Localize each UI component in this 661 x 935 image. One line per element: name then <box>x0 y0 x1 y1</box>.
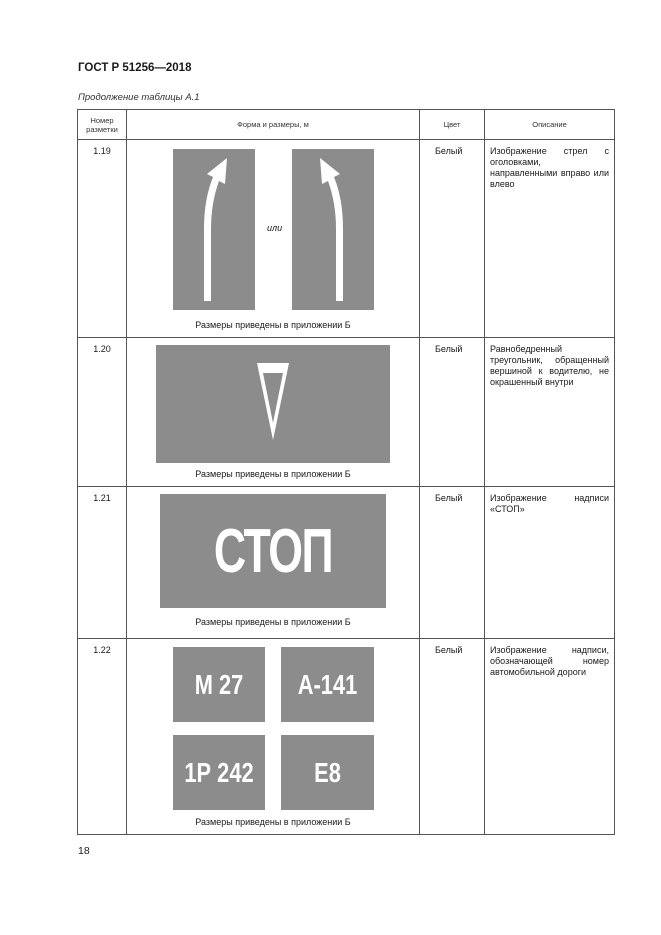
road-number-text: А-141 <box>297 668 358 700</box>
size-note: Размеры приведены в приложении Б <box>195 817 351 827</box>
arrow-left-sign <box>292 149 374 310</box>
table-row <box>78 140 615 338</box>
marking-description: Изображение стрел с оголовками, направленными вправо или влево <box>485 140 615 338</box>
arrow-left-icon <box>292 149 374 310</box>
marking-color: Белый <box>420 140 485 338</box>
triangle-icon <box>156 345 390 463</box>
or-label: или <box>267 223 283 233</box>
marking-color: Белый <box>420 487 485 639</box>
stop-text: СТОП <box>213 516 333 586</box>
marking-description: Изображение надписи, обозначающей номер автомобильной дороги <box>485 639 615 835</box>
road-number-text: Е8 <box>314 756 341 788</box>
column-header-color: Цвет <box>420 110 485 140</box>
table-header-row <box>78 110 615 140</box>
size-note: Размеры приведены в приложении Б <box>195 320 351 330</box>
marking-color: Белый <box>420 338 485 487</box>
marking-number: 1.20 <box>78 338 127 487</box>
yield-triangle-sign <box>156 345 390 463</box>
document-header: ГОСТ Р 51256—2018 <box>78 62 192 74</box>
marking-form-cell <box>127 639 420 835</box>
marking-number: 1.22 <box>78 639 127 835</box>
size-note: Размеры приведены в приложении Б <box>195 617 351 627</box>
road-number-text: М 27 <box>194 668 244 700</box>
table-row <box>78 338 615 487</box>
column-header-form: Форма и размеры, м <box>127 110 420 140</box>
road-number-sign <box>281 735 374 810</box>
arrow-right-sign <box>173 149 255 310</box>
road-number-text: 1Р 242 <box>184 756 254 788</box>
table-caption: Продолжение таблицы А.1 <box>78 92 200 103</box>
stop-sign <box>160 494 386 608</box>
table-row <box>78 639 615 835</box>
marking-number: 1.19 <box>78 140 127 338</box>
marking-form-cell <box>127 487 420 639</box>
column-header-description: Описание <box>485 110 615 140</box>
column-header-number: Номер разметки <box>78 110 127 140</box>
marking-description: Равнобедренный треугольник, обращенный вершиной к водителю, не окрашенный внутри <box>485 338 615 487</box>
marking-color: Белый <box>420 639 485 835</box>
size-note: Размеры приведены в приложении Б <box>195 469 351 479</box>
marking-form-cell <box>127 338 420 487</box>
marking-number: 1.21 <box>78 487 127 639</box>
table-row <box>78 487 615 639</box>
marking-description: Изображение надписи «СТОП» <box>485 487 615 639</box>
page-number: 18 <box>78 845 90 857</box>
road-number-sign <box>173 647 265 722</box>
marking-form-cell <box>127 140 420 338</box>
road-number-sign <box>281 647 374 722</box>
markings-table <box>77 109 615 835</box>
arrow-right-icon <box>173 149 255 310</box>
road-number-sign <box>173 735 265 810</box>
